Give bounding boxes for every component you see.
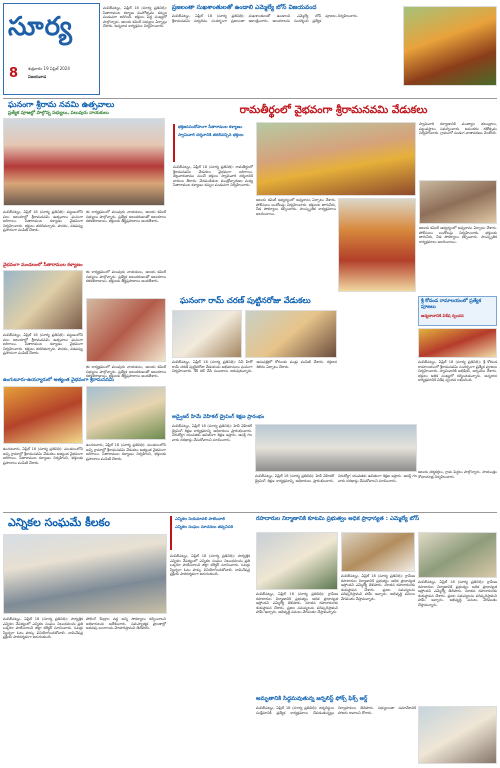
ram-charan-headline: ఘనంగా రామ్ చరణ్ పుట్టినరోజు వేడుకలు — [180, 296, 311, 305]
driving-body: మచిలీపట్నం, ఏప్రిల్ 18 (సూర్య ప్రతినిధి): హెవీ వెహికల్ డ్రైవింగ్ శిక్షణ కార్యక్రమాన్ని అధికారులు ప్రారంభించారు. నిరుద్యోగ యువతకు ఉచితంగా శిక్షణ ఇస్తారు. ఆసక్తి గల వారు దరఖాస్తు చేసుకోవాలని సూచించారు. — [172, 424, 252, 442]
bottom-headline-2: అమృతానికి సిద్ధమవుతున్న జర్నలిస్ట్ ఫోక్స్ ఫిక్స్ అర్డ్ — [256, 696, 368, 702]
sec1-subhead: ప్రత్యేక పూజల్లో పాల్గొన్న సభ్యులు, పలువురు నాయకులు — [8, 111, 109, 116]
main-body-3: స్వామివారి కళ్యాణానికి ముత్యాల తలంబ్రాలు, పట్టువస్త్రాలు సమర్పించారు. అనంతరం రథోత్సవం నిర్వహించారు. గ్రామంలో పండుగ వాతావరణం నెలకొంది. — [419, 122, 497, 136]
elections-body: మచిలీపట్నం, ఏప్రిల్ 18 (సూర్య ప్రతినిధి): సార్వత్రిక ఎన్నికల నేపథ్యంలో ఎన్నికల సంఘం నిబంధనలను ప్రతి ఒక్కరూ పాటించాలని జిల్లా కలెక్టర్ సూచించారు. ఓటర్లు స్వేచ్ఛగా ఓటు హక్కు వినియోగించుకోవాలి. నామినేషన్ల ప్రక్రియ పారదర్శకంగా జరుగుతుంది. — [3, 617, 83, 640]
sec1-photo — [3, 118, 165, 206]
main-photo-1 — [256, 122, 416, 196]
elections-kicker-1: ఎన్నికల నియమావళి పాటించాలి — [175, 516, 226, 521]
left-mid-body-2: ఉంగుటూరు, ఏప్రిల్ 18 (సూర్య ప్రతినిధి): మండలంలోని అన్ని గ్రామాల్లో శ్రీరామనవమి వేడుకలు అత్యంత వైభవంగా జరిగాయి. సీతారాముల కళ్యాణం నిర్వహించి, భక్తులకు ప్రసాదాలు పంపిణీ చేశారు. — [86, 443, 166, 461]
sec1-photo-2 — [3, 270, 83, 330]
masthead-date: శుక్రవారం 19 ఏప్రిల్ 2024 — [28, 66, 70, 71]
left-top-story: మచిలీపట్నం, ఏప్రిల్ 18 (సూర్య ప్రతినిధి): సీతారాముల కళ్యాణ మహోత్సవం కన్నుల పండువగా జరిగింది. భక్తులు పెద్ద సంఖ్యలో పాల్గొన్నారు. ఆలయ కమిటీ సభ్యులు ఏర్పాట్లు చేశారు. అన్నదాన కార్యక్రమం నిర్వహించారు. — [103, 6, 167, 29]
bottom-body-2: మచిలీపట్నం, ఏప్రిల్ 18 (సూర్య ప్రతినిధి): గ్రామీణ రహదారుల నిర్మాణానికి ప్రభుత్వం అధిక ప్రాధాన్యత ఇస్తోందని ఎమ్మెల్యే తెలిపారు. నూతన రహదారులకు శంకుస్థాపన చేశారు. ప్రజల సమస్యలను పరిష్కరిస్తామని హామీ ఇచ్చారు. అభివృద్ధి పనులు వేగవంతం చేస్తామన్నారు. — [341, 574, 415, 601]
bottom-body: మచిలీపట్నం, ఏప్రిల్ 18 (సూర్య ప్రతినిధి): గ్రామీణ రహదారుల నిర్మాణానికి ప్రభుత్వం అధిక ప్రాధాన్యత ఇస్తోందని ఎమ్మెల్యే తెలిపారు. నూతన రహదారులకు శంకుస్థాపన చేశారు. ప్రజల సమస్యలను పరిష్కరిస్తామని హామీ ఇచ్చారు. అభివృద్ధి పనులు వేగవంతం చేస్తామన్నారు. — [256, 592, 338, 615]
ram-charan-photo-2 — [245, 310, 337, 358]
sec1-body-1: మచిలీపట్నం, ఏప్రిల్ 18 (సూర్య ప్రతినిధి): పట్టణంలోని పలు ఆలయాల్లో శ్రీరామనవమి ఉత్సవాలు ఘనంగా జరిగాయి. సీతారాముల కళ్యాణం వైభవంగా నిర్వహించారు. భక్తులు తరలివచ్చారు. పానకం, వడపప్పు ప్రసాదంగా పంపిణీ చేశారు. — [3, 210, 83, 233]
sec1-body-5: ఈ కార్యక్రమంలో పలువురు నాయకులు, ఆలయ కమిటీ సభ్యులు పాల్గొన్నారు. ప్రత్యేక అలంకరణలతో ఆలయాలు కళకళలాడాయి. భక్తులకు తీర్థప్రసాదాలు అందజేశారు. — [86, 365, 166, 379]
bottom-photo-3 — [418, 532, 497, 578]
top-story-body: మచిలీపట్నం, ఏప్రిల్ 18 (సూర్య ప్రతినిధి): శ్రీరామనవమి పర్వదినం సందర్భంగా ప్రజలంతా సుఖశాంతులతో ఉండాలని ఎమ్మెల్యే బోస్ ఆకాంక్షించారు. ఆలయాలను సందర్శించి ప్రత్యేక పూజలు నిర్వహించారు. — [172, 14, 358, 23]
masthead-logo: సూర్య — [8, 12, 73, 42]
bottom-body-4: మచిలీపట్నం, ఏప్రిల్ 18 (సూర్య ప్రతినిధి): జర్నలిస్టుల సంక్షేమానికి ప్రత్యేక కార్యక్రమాలు చేపడుతున్నట్లు నిర్వాహకులు తెలిపారు. సభ్యులంతా సమావేశానికి హాజరు కావాలని కోరారు. — [256, 706, 416, 715]
ram-charan-body: మచిలీపట్నం, ఏప్రిల్ 18 (సూర్య ప్రతినిధి): సినీ హీరో రామ్ చరణ్ పుట్టినరోజు వేడుకలను అభిమానులు ఘనంగా నిర్వహించారు. కేక్ కట్ చేసి సంబరాలు జరుపుకున్నారు. ఆసుపత్రిలో రోగులకు పండ్లు పంపిణీ చేశారు. రక్తదాన శిబిరం ఏర్పాటు చేశారు. — [172, 360, 337, 374]
elections-headline: ఎన్నికల సంఘమే కీలకం — [8, 516, 110, 529]
left-mid-headline: ఉంగుటూరు-ఉయ్యూరులో అత్యంత వైభవంగా శ్రీరామనవమి — [3, 378, 114, 383]
bottom-photo-4 — [418, 706, 497, 764]
elections-body-2: పోలింగ్ కేంద్రాల వద్ద అన్ని సౌకర్యాలు కల్పించాలని అధికారులను ఆదేశించారు. సమస్యాత్మక ప్రాంతాల్లో అదనపు బలగాలను మోహరిస్తామని తెలిపారు. — [86, 617, 166, 631]
main-kicker-1: భక్తజనసందోహంగా సీతారాముల కళ్యాణం — [178, 124, 243, 129]
main-body-4: ఆలయ కమిటీ ఆధ్వర్యంలో అన్నదానం ఏర్పాటు చేశారు. పోలీసులు బందోబస్తు నిర్వహించారు. భక్తులకు తాగునీరు, నీడ సౌకర్యాలు కల్పించారు. సాంస్కృతిక కార్యక్రమాలు అలరించాయి. — [419, 226, 497, 244]
sec1-headline: ఘనంగా శ్రీరామ నవమి ఉత్సవాలు — [8, 100, 115, 109]
main-headline: రామతీర్థంలో వైభవంగా శ్రీరామనవమి వేడుకలు — [239, 104, 428, 116]
divider-2 — [3, 512, 497, 513]
main-headline-band — [170, 100, 497, 120]
right-box-headline: శ్రీ కోదండ రామాలయంలో ప్రత్యేక పూజలు — [421, 299, 482, 310]
sec1-subhead-2: వైభవంగా మండలంలో సీతారాముల కళ్యాణం — [3, 263, 83, 268]
elections-body-3: మచిలీపట్నం, ఏప్రిల్ 18 (సూర్య ప్రతినిధి): సార్వత్రిక ఎన్నికల నేపథ్యంలో ఎన్నికల సంఘం నిబంధనలను ప్రతి ఒక్కరూ పాటించాలని జిల్లా కలెక్టర్ సూచించారు. ఓటర్లు స్వేచ్ఛగా ఓటు హక్కు వినియోగించుకోవాలి. నామినేషన్ల ప్రక్రియ పారదర్శకంగా జరుగుతుంది. — [170, 554, 250, 577]
right-body: మచిలీపట్నం, ఏప్రిల్ 18 (సూర్య ప్రతినిధి): శ్రీ కోదండ రామాలయంలో శ్రీరామనవమి సందర్భంగా ప్రత్యేక పూజలు నిర్వహించారు. స్వామివారికి అభిషేకం, అర్చనలు చేశారు. భక్తులు అధిక సంఖ్యలో దర్శించుకున్నారు. అన్నదాన కార్యక్రమానికి విశేష స్పందన లభించింది. — [418, 360, 497, 383]
top-story-headline: ప్రజలంతా సుఖశాంతులతో ఉండాలి ఎమ్మెల్యే బోస్ విజయవంద — [172, 4, 317, 11]
sec1-body-2: ఈ కార్యక్రమంలో పలువురు నాయకులు, ఆలయ కమిటీ సభ్యులు పాల్గొన్నారు. ప్రత్యేక అలంకరణలతో ఆలయాలు కళకళలాడాయి. భక్తులకు తీర్థప్రసాదాలు అందజేశారు. — [86, 210, 166, 224]
page-number: 8 — [9, 66, 19, 81]
left-mid-photo-2 — [86, 386, 166, 440]
driving-body-2: మచిలీపట్నం, ఏప్రిల్ 18 (సూర్య ప్రతినిధి): హెవీ వెహికల్ డ్రైవింగ్ శిక్షణ కార్యక్రమాన్ని అధికారులు ప్రారంభించారు. నిరుద్యోగ యువతకు ఉచితంగా శిక్షణ ఇస్తారు. ఆసక్తి గల వారు దరఖాస్తు చేసుకోవాలని సూచించారు. — [255, 474, 417, 483]
bottom-photo-2 — [341, 532, 415, 572]
sec1-photo-3 — [86, 298, 166, 362]
bottom-body-3: మచిలీపట్నం, ఏప్రిల్ 18 (సూర్య ప్రతినిధి): గ్రామీణ రహదారుల నిర్మాణానికి ప్రభుత్వం అధిక ప్రాధాన్యత ఇస్తోందని ఎమ్మెల్యే తెలిపారు. నూతన రహదారులకు శంకుస్థాపన చేశారు. ప్రజల సమస్యలను పరిష్కరిస్తామని హామీ ఇచ్చారు. అభివృద్ధి పనులు వేగవంతం చేస్తామన్నారు. — [418, 580, 497, 607]
main-photo-3 — [419, 180, 497, 224]
main-kicker — [173, 124, 255, 162]
masthead-edition: విజయవాడ — [28, 74, 47, 79]
ram-charan-photo — [172, 310, 242, 358]
divider — [3, 98, 497, 99]
sec1-body-4: ఈ కార్యక్రమంలో పలువురు నాయకులు, ఆలయ కమిటీ సభ్యులు పాల్గొన్నారు. ప్రత్యేక అలంకరణలతో ఆలయాలు కళకళలాడాయి. భక్తులకు తీర్థప్రసాదాలు అందజేశారు. — [86, 270, 166, 284]
right-body-2: ఆలయ ధర్మకర్తలు, గ్రామ పెద్దలు పాల్గొన్నారు. సాయంత్రం శోభాయాత్ర నిర్వహించారు. — [418, 470, 497, 479]
driving-headline: అడ్వైజర్ హిమే వెహికల్ డ్రైవింగ్ శిక్షణ ప్రారంభం — [172, 414, 265, 420]
elections-kicker-box — [170, 516, 255, 550]
sec1-body-3: మచిలీపట్నం, ఏప్రిల్ 18 (సూర్య ప్రతినిధి): పట్టణంలోని పలు ఆలయాల్లో శ్రీరామనవమి ఉత్సవాలు ఘనంగా జరిగాయి. సీతారాముల కళ్యాణం వైభవంగా నిర్వహించారు. భక్తులు తరలివచ్చారు. పానకం, వడపప్పు ప్రసాదంగా పంపిణీ చేశారు. — [3, 333, 83, 356]
elections-kicker-2: ఎన్నికల సంఘం సూచనలు తప్పనిసరి — [175, 524, 234, 529]
right-box — [418, 296, 497, 326]
masthead — [3, 3, 100, 95]
bottom-photo — [256, 532, 338, 590]
right-photo — [418, 328, 497, 358]
driving-photo — [255, 424, 417, 472]
top-story-photo — [403, 6, 497, 86]
main-body-1: మచిలీపట్నం, ఏప్రిల్ 18 (సూర్య ప్రతినిధి): రామతీర్థంలో శ్రీరామనవమి వేడుకలు వైభవంగా జరిగాయి. తెల్లవారుజాము నుంచే భక్తులు స్వామివారి దర్శనానికి బారులు తీరారు. వేదపండితుల మంత్రోచ్ఛారణల మధ్య సీతారాముల కళ్యాణం కన్నుల పండువగా నిర్వహించారు. — [173, 165, 253, 188]
main-kicker-2: స్వామివారి దర్శనానికి తరలివచ్చిన భక్తులు — [178, 132, 244, 137]
elections-photo — [3, 534, 167, 614]
main-body-2: ఆలయ కమిటీ ఆధ్వర్యంలో అన్నదానం ఏర్పాటు చేశారు. పోలీసులు బందోబస్తు నిర్వహించారు. భక్తులకు తాగునీరు, నీడ సౌకర్యాలు కల్పించారు. సాంస్కృతిక కార్యక్రమాలు అలరించాయి. — [256, 198, 336, 216]
main-photo-2 — [338, 198, 416, 292]
left-mid-body: ఉంగుటూరు, ఏప్రిల్ 18 (సూర్య ప్రతినిధి): మండలంలోని అన్ని గ్రామాల్లో శ్రీరామనవమి వేడుకలు అత్యంత వైభవంగా జరిగాయి. సీతారాముల కళ్యాణం నిర్వహించి, భక్తులకు ప్రసాదాలు పంపిణీ చేశారు. — [3, 447, 83, 465]
right-box-sub: అన్నదానానికి విశేష స్పందన — [421, 313, 464, 318]
bottom-headline: రహదారుల నిర్మాణానికి కూటమి ప్రభుత్వం అధిక ప్రాధాన్యత : ఎమ్మెల్యే బోస్ — [256, 516, 420, 522]
left-mid-photo — [3, 386, 83, 444]
